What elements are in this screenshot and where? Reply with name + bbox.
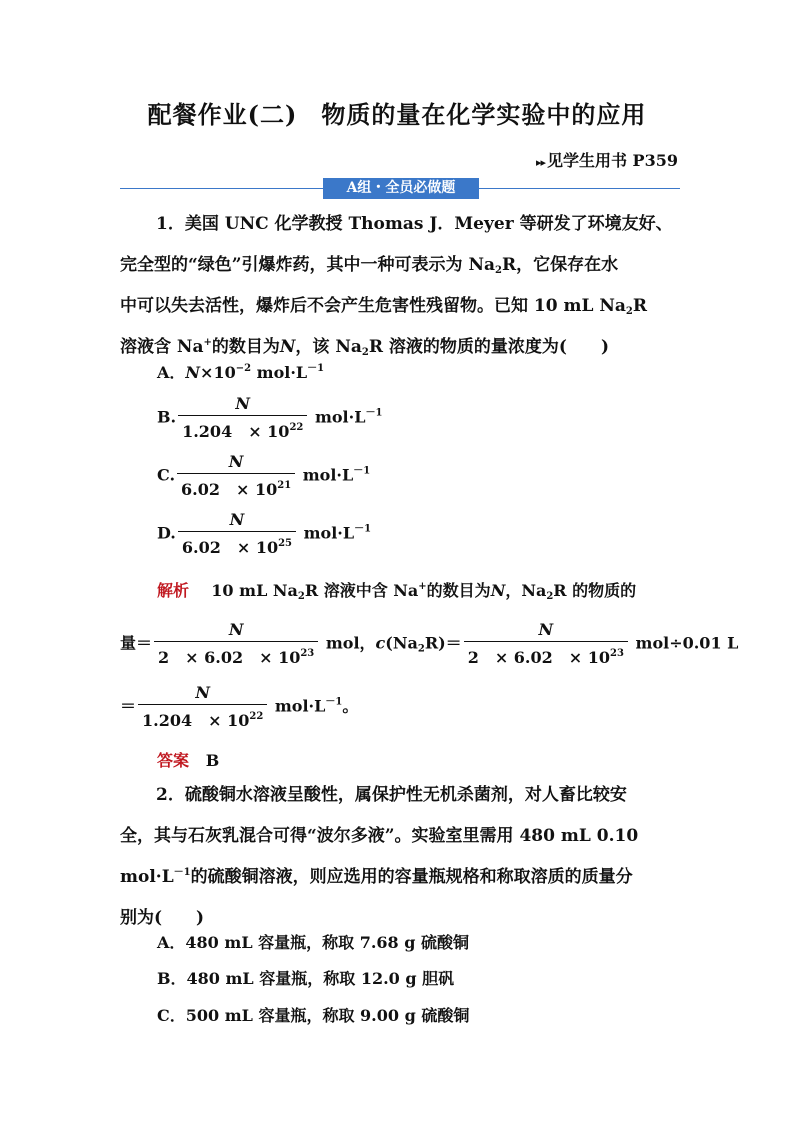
title-part2: 物质的量在化学实验中的应用 (321, 100, 647, 129)
group-label-badge: A组・全员必做题 (323, 178, 479, 199)
q1-option-c[interactable]: C. $\frac{N}{6.02 \times 10^{21}}$ $mol\cdot L^{-1}$ (157, 452, 371, 499)
q2-option-c[interactable]: C．500 mL 容量瓶，称取 9.00 g 硫酸铜 (157, 1006, 470, 1025)
q2-option-a[interactable]: A．480 mL 容量瓶，称取 7.68 g 硫酸铜 (157, 933, 470, 952)
q1-option-d[interactable]: D. $\frac{N}{6.02 \times 10^{25}}$ $mol\cdot L^{-1}$ (157, 510, 372, 557)
q1-line4: 溶液含 Na+的数目为N，该 $Na_2R$ 溶液的物质的量浓度为( ) (120, 337, 610, 358)
reference-text: 见学生用书 P359 (546, 151, 678, 170)
answer-value: B (205, 751, 220, 770)
q2-line3: $mol\cdot L^{-1}$的硫酸铜溶液，则应选用的容量瓶规格和称取溶质的质量分 (120, 867, 633, 887)
title-part1: 配餐作业(二) (147, 100, 298, 129)
q1-stem (120, 204, 680, 368)
fraction: $\frac{N}{6.02 \times 10^{21}}$ (177, 452, 295, 500)
answer-label: 答案 (157, 751, 190, 770)
fraction: $\frac{N}{2 \times 6.02 \times 10^{23}}$ (154, 620, 318, 668)
fraction: $\frac{N}{1.204 \times 10^{22}}$ (178, 394, 307, 442)
answer-line (157, 748, 219, 771)
q2-option-b[interactable]: B．480 mL 容量瓶，称取 12.0 g 胆矾 (157, 969, 455, 988)
q1-line1: 1．美国 UNC 化学教授 Thomas J．Meyer 等研发了环境友好、 (156, 214, 673, 234)
q2-line4: 别为( ) (120, 908, 205, 928)
fraction: $\frac{N}{6.02 \times 10^{25}}$ (178, 510, 296, 558)
fraction: $\frac{N}{1.204 \times 10^{22}}$ (138, 683, 267, 731)
arrow-icon: ▸▸ (535, 156, 545, 169)
q2-line1: 2．硫酸铜水溶液呈酸性，属保护性无机杀菌剂，对人畜比较安 (156, 785, 627, 805)
q1-option-a[interactable]: A．$N\times 10^{-2}$ $mol\cdot L^{-1}$ (157, 363, 325, 382)
q1-option-b[interactable]: B. $\frac{N}{1.204 \times 10^{22}}$ $mol\cdot L^{-1}$ (157, 394, 383, 441)
q1-line2: 完全型的“绿色”引爆炸药，其中一种可表示为 $Na_2R$，它保存在水 (120, 255, 619, 276)
q1-line3: 中可以失去活性，爆炸后不会产生危害性残留物。已知 10 mL $Na_2R$ (120, 296, 648, 317)
q2-stem (120, 775, 680, 939)
analysis-line3: ＝ $\frac{N}{1.204 \times 10^{22}}$ $mol\cdot L^{-1}$。 (120, 683, 359, 730)
textbook-reference (536, 148, 678, 171)
page-title (0, 95, 794, 130)
analysis-line2: 量＝ $\frac{N}{2 \times 6.02 \times 10^{23}}$ mol，$c(Na_2R)=$ $\frac{N}{2 \times 6.02 \times 10^{23}}$ mol÷0.01 L (120, 620, 739, 667)
analysis-line1: 解析 10 mL $Na_2R$ 溶液中含 Na+的数目为N，$Na_2R$ 的物质的 (157, 581, 637, 602)
fraction: $\frac{N}{2 \times 6.02 \times 10^{23}}$ (464, 620, 628, 668)
q2-line2: 全，其与石灰乳混合可得“波尔多液”。实验室里需用 480 mL 0.10 (120, 826, 639, 846)
analysis-label: 解析 (157, 581, 190, 600)
